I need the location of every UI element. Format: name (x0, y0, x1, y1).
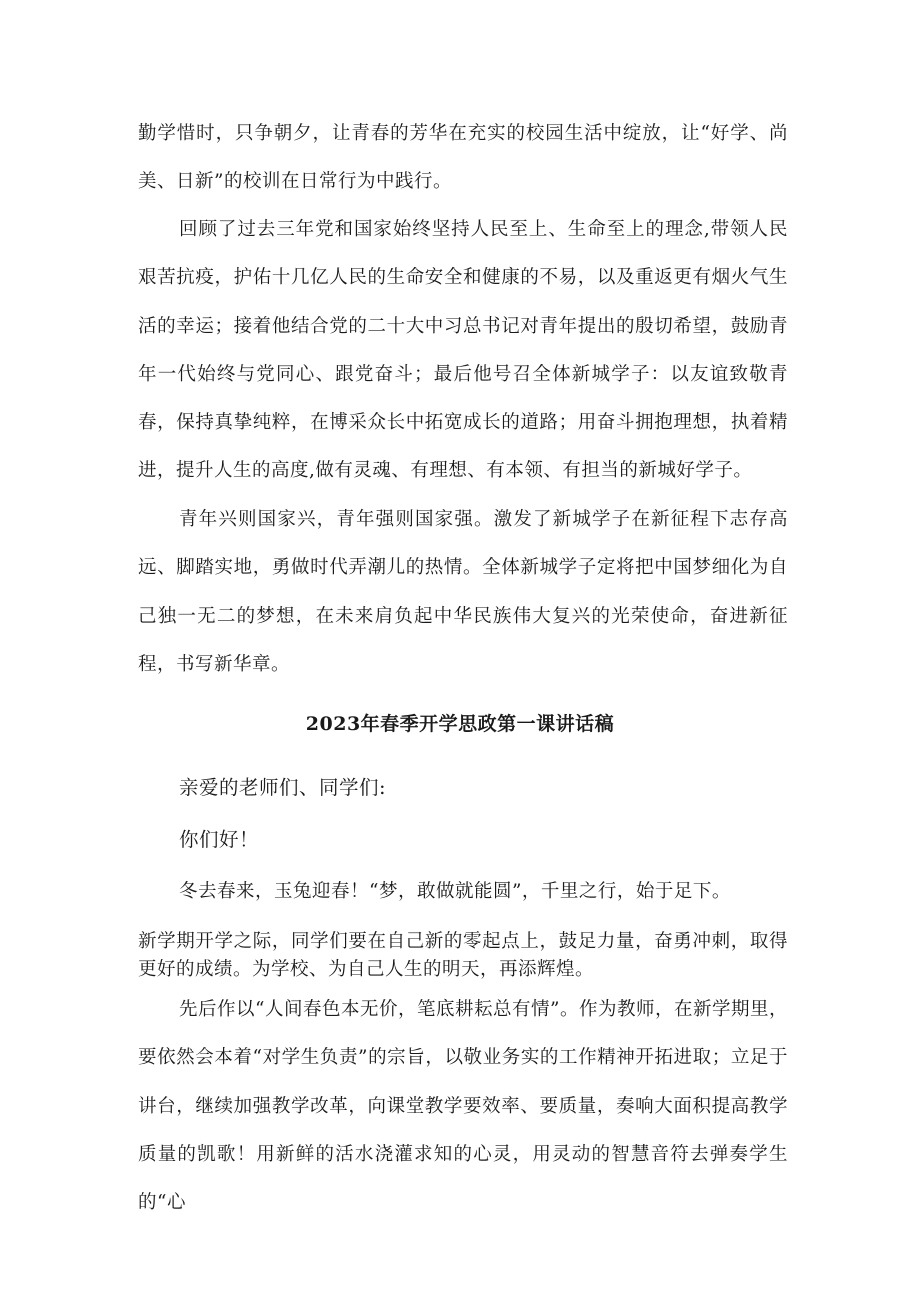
paragraph-review: 回顾了过去三年党和国家始终坚持人民至上、生命至上的理念,带领人民艰苦抗疫，护佑十几亿人民的生命安全和健康的不易，以及重返更有烟火气生活的幸运；接着他结合党的二十大中习总书记对青年提出的殷切希望，鼓励青年一代始终与党同心、跟党奋斗；最后他号召全体新城学子：以友谊致敬青春，保持真挚纯粹，在博采众长中拓宽成长的道路；用奋斗拥抱理想，执着精进，提升人生的高度,做有灵魂、有理想、有本领、有担当的新城好学子。 (138, 219, 788, 482)
greeting: 你们好！ (179, 828, 260, 851)
paragraph-teacher: 先后作以“人间春色本无价，笔底耕耘总有情”。作为教师，在新学期里，要依然会本着“对学生负责”的宗旨，以敬业务实的工作精神开拓进取；立足于讲台，继续加强教学改革，向课堂教学要效率、要质量，奏响大面积提高教学质量的凯歌！用新鲜的活水浇灌求知的心灵，用灵动的智慧音符去弹奏学生的“心 (138, 999, 788, 1214)
salutation: 亲爱的老师们、同学们: (179, 776, 387, 799)
paragraph-spring: 冬去春来，玉兔迎春！“梦，敢做就能圆”，千里之行，始于足下。 (179, 881, 731, 902)
speech-title: 2023年春季开学思政第一课讲话稿 (305, 713, 615, 735)
paragraph-study-motto: 勤学惜时，只争朝夕，让青春的芳华在充实的校园生活中绽放，让“好学、尚美、日新”的校训在日常行为中践行。 (138, 123, 788, 193)
paragraph-youth: 青年兴则国家兴，青年强则国家强。激发了新城学子在新征程下志存高远、脚踏实地，勇做时代弄潮儿的热情。全体新城学子定将把中国梦细化为自己独一无二的梦想，在未来肩负起中华民族伟大复兴的光荣使命，奋进新征程，书写新华章。 (138, 509, 788, 675)
paragraph-new-term: 新学期开学之际，同学们要在自己新的零起点上，鼓足力量，奋勇冲刺，取得更好的成绩。为学校、为自己人生的明天，再添辉煌。 (138, 931, 788, 980)
